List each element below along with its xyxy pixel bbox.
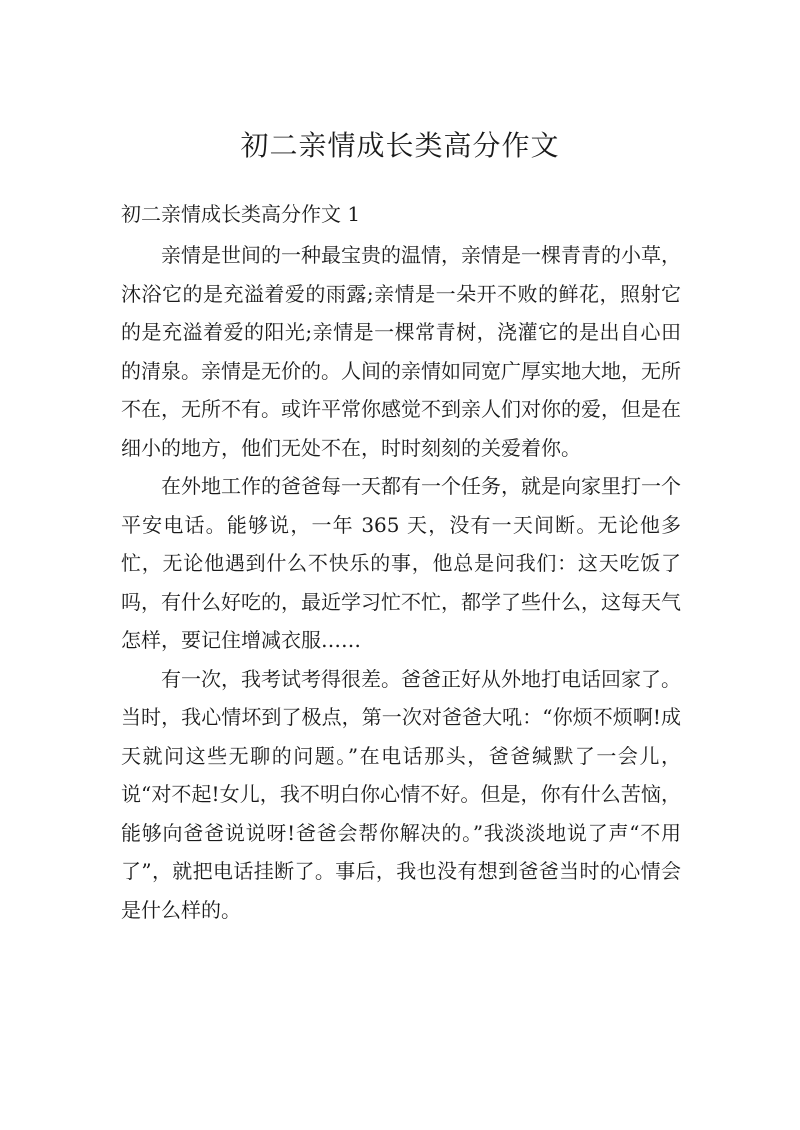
essay-body xyxy=(121,236,681,929)
paragraph-1: 亲情是世间的一种最宝贵的温情，亲情是一棵青青的小草，沐浴它的是充溢着爱的雨露;亲情是一朵开不败的鲜花，照射它的是充溢着爱的阳光;亲情是一棵常青树，浇灌它的是出自心田的清泉。亲情是无价的。人间的亲情如同宽广厚实地大地，无所不在，无所不有。或许平常你感觉不到亲人们对你的爱，但是在细小的地方，他们无处不在，时时刻刻的关爱着你。 xyxy=(121,243,681,460)
essay-heading: 初二亲情成长类高分作文 1 xyxy=(121,202,361,226)
paragraph-2: 在外地工作的爸爸每一天都有一个任务，就是向家里打一个平安电话。能够说，一年 365 天，没有一天间断。无论他多忙，无论他遇到什么不快乐的事，他总是问我们：这天吃饭了吗，有什么好吃的，最近学习忙不忙，都学了些什么，这每天气怎样，要记住增减衣服…… xyxy=(121,474,681,652)
paragraph-3: 有一次，我考试考得很差。爸爸正好从外地打电话回家了。当时，我心情坏到了极点，第一次对爸爸大吼：“你烦不烦啊!成天就问这些无聊的问题。”在电话那头，爸爸缄默了一会儿，说“对不起!女儿，我不明白你心情不好。但是，你有什么苦恼，能够向爸爸说说呀!爸爸会帮你解决的。”我淡淡地说了声“不用了”，就把电话挂断了。事后，我也没有想到爸爸当时的心情会是什么样的。 xyxy=(121,666,681,922)
document-title: 初二亲情成长类高分作文 xyxy=(240,129,560,162)
